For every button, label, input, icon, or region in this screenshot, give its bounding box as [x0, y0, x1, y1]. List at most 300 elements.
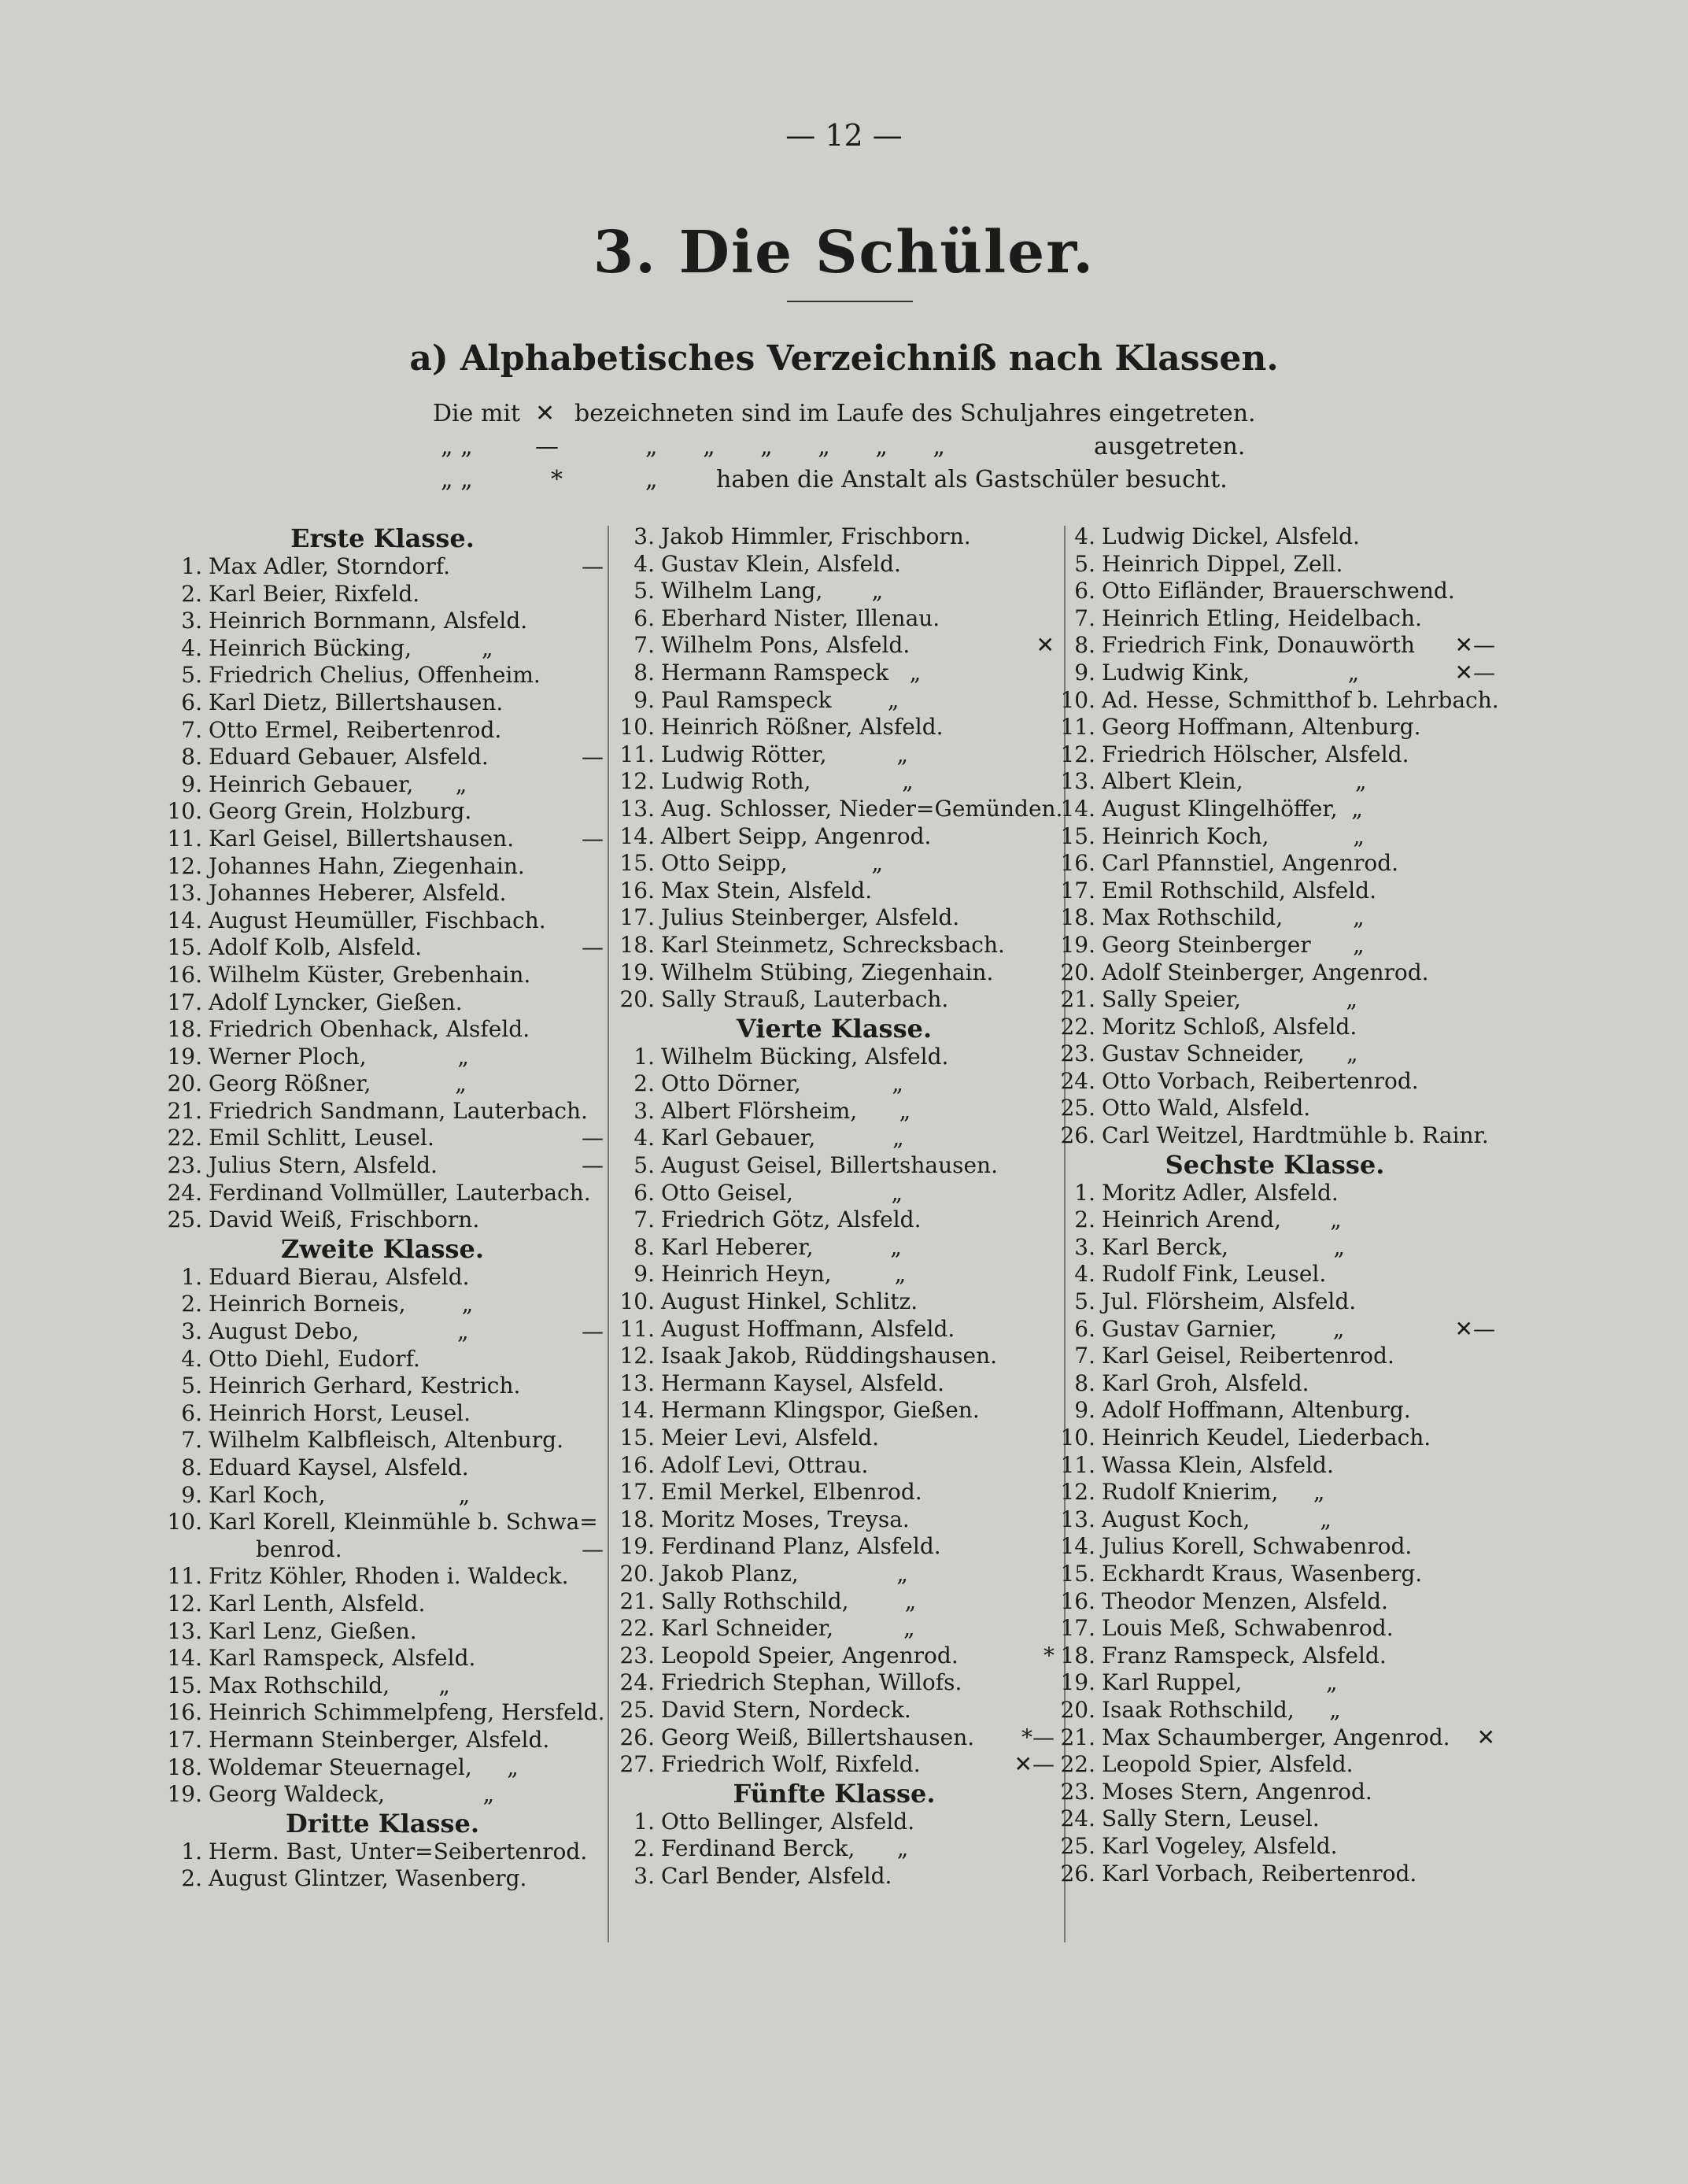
student-name: Jakob Himmler, Frischborn.	[661, 523, 971, 549]
student-name: Heinrich Rößner, Alsfeld.	[661, 714, 944, 741]
student-entry	[614, 1152, 1055, 1180]
student-entry	[161, 1180, 604, 1207]
student-entry	[161, 1318, 604, 1346]
student-entry	[1055, 1561, 1495, 1588]
student-name: Otto Ermel, Reibertenrod.	[209, 716, 502, 743]
entry-number: 19.	[619, 959, 655, 985]
status-mark: —	[582, 553, 604, 579]
student-entry	[161, 581, 604, 608]
entry-number: 10.	[1060, 1425, 1095, 1450]
entry-number: 15.	[167, 1672, 202, 1698]
entry-number: 19.	[167, 1043, 202, 1070]
entry-number: 11.	[167, 825, 202, 852]
student-entry	[1055, 904, 1495, 932]
student-entry	[1055, 1779, 1495, 1806]
student-entry	[161, 1152, 604, 1180]
legend-ditto: „ „	[441, 433, 473, 460]
student-name: Karl Vogeley, Alsfeld.	[1102, 1832, 1338, 1859]
student-name: Eduard Gebauer, Alsfeld.	[209, 744, 489, 770]
student-name: Ludwig Kink, „	[1102, 659, 1360, 686]
student-name: Adolf Hoffmann, Altenburg.	[1102, 1397, 1411, 1424]
entry-number: 2.	[633, 1835, 655, 1862]
student-entry	[1055, 660, 1495, 687]
entry-number: 5.	[181, 662, 202, 689]
student-name: Otto Diehl, Eudorf.	[209, 1345, 420, 1372]
student-name: Wassa Klein, Alsfeld.	[1102, 1451, 1334, 1478]
student-name: Karl Geisel, Reibertenrod.	[1102, 1343, 1394, 1369]
entry-number: 16.	[167, 1699, 202, 1726]
student-name: Otto Geisel, „	[661, 1179, 903, 1206]
entry-number: 20.	[1060, 1696, 1095, 1723]
entry-number: 7.	[1074, 604, 1095, 631]
student-name: Wilhelm Bücking, Alsfeld.	[661, 1043, 949, 1070]
student-name: Leopold Spier, Alsfeld.	[1102, 1751, 1354, 1778]
entry-number: 25.	[1060, 1095, 1095, 1122]
entry-number: 18.	[167, 1753, 202, 1780]
entry-number: 7.	[181, 1427, 202, 1454]
entry-number: 10.	[1060, 686, 1095, 713]
section-subtitle: a) Alphabetisches Verzeichniß nach Klassen.	[409, 338, 1279, 379]
entry-number: 19.	[1060, 931, 1095, 958]
student-name: Eduard Kaysel, Alsfeld.	[209, 1454, 469, 1480]
student-entry	[1055, 1452, 1495, 1480]
entry-number: 16.	[619, 1451, 655, 1478]
student-entry	[1055, 850, 1495, 878]
student-entry	[614, 1316, 1055, 1343]
entry-number: 24.	[619, 1669, 655, 1696]
cross-symbol: ✕	[535, 400, 556, 427]
entry-number: 5.	[1074, 550, 1095, 577]
student-name: Georg Hoffmann, Altenburg.	[1102, 714, 1421, 741]
student-entry	[614, 1234, 1055, 1262]
student-name: Karl Steinmetz, Schrecksbach.	[661, 931, 1005, 958]
entry-number: 15.	[1060, 1560, 1095, 1587]
student-entry	[614, 1697, 1055, 1724]
entry-number: 12.	[1060, 741, 1095, 767]
student-name: Georg Steinberger „	[1102, 931, 1365, 958]
student-name: Georg Rößner, „	[209, 1070, 467, 1097]
student-name: Eckhardt Kraus, Wasenberg.	[1102, 1560, 1423, 1587]
student-entry	[161, 798, 604, 826]
student-name: Sally Speier, „	[1102, 986, 1357, 1013]
entry-number: 13.	[167, 1617, 202, 1644]
entry-number: 6.	[181, 1399, 202, 1426]
entry-number: 27.	[619, 1751, 655, 1778]
entry-number: 2.	[633, 1070, 655, 1097]
entry-number: 8.	[1074, 632, 1095, 659]
student-name: Carl Pfannstiel, Angenrod.	[1102, 850, 1399, 877]
student-entry	[161, 1400, 604, 1428]
student-name: Emil Merkel, Elbenrod.	[661, 1479, 922, 1506]
student-entry	[1055, 686, 1499, 715]
student-name: Fritz Köhler, Rhoden i. Waldeck.	[209, 1563, 569, 1590]
student-entry	[161, 662, 604, 689]
student-entry	[614, 660, 1055, 687]
student-name: Otto Wald, Alsfeld.	[1102, 1095, 1311, 1122]
student-name: David Weiß, Frischborn.	[209, 1207, 480, 1233]
student-entry	[614, 1751, 1055, 1779]
entry-number: 5.	[633, 578, 655, 604]
entry-number: 8.	[633, 659, 655, 686]
entry-number: 21.	[1060, 986, 1095, 1013]
entry-number: 16.	[1060, 1587, 1095, 1614]
entry-number: 18.	[167, 1016, 202, 1043]
student-name: Johannes Hahn, Ziegenhain.	[209, 852, 525, 879]
student-name: Gustav Garnier, „	[1102, 1315, 1345, 1342]
student-name: Georg Waldeck, „	[209, 1781, 495, 1808]
student-entry	[614, 605, 1055, 633]
student-name: Moritz Schloß, Alsfeld.	[1102, 1013, 1357, 1040]
student-name: Theodor Menzen, Alsfeld.	[1102, 1587, 1388, 1614]
student-name: Karl Heberer, „	[661, 1233, 902, 1260]
entry-number: 11.	[619, 1315, 655, 1342]
entry-number: 4.	[1074, 523, 1095, 549]
student-column-3	[1055, 523, 1499, 1887]
student-entry	[161, 1645, 604, 1672]
student-entry	[1055, 1095, 1495, 1122]
student-name: Wilhelm Lang, „	[661, 578, 884, 604]
student-entry	[161, 962, 604, 989]
student-name: Hermann Steinberger, Alsfeld.	[209, 1726, 550, 1753]
entry-number: 11.	[619, 741, 655, 767]
legend-text-entered: bezeichneten sind im Laufe des Schuljahres eingetreten.	[574, 400, 1256, 427]
student-name: Emil Schlitt, Leusel.	[209, 1125, 434, 1151]
class-heading: Vierte Klasse.	[736, 1013, 933, 1044]
student-entry	[614, 1425, 1055, 1452]
student-name: Ferdinand Berck, „	[661, 1835, 909, 1862]
entry-number: 22.	[1060, 1751, 1095, 1778]
student-entry	[1055, 878, 1495, 905]
student-name: Carl Bender, Alsfeld.	[661, 1862, 892, 1889]
student-entry	[614, 878, 1055, 905]
student-entry	[161, 1727, 604, 1754]
student-name: Hermann Ramspeck „	[661, 659, 922, 686]
student-name: Adolf Lyncker, Gießen.	[209, 989, 463, 1015]
entry-number: 18.	[1060, 1642, 1095, 1668]
entry-number: 23.	[167, 1152, 202, 1179]
student-name: Heinrich Dippel, Zell.	[1102, 550, 1343, 577]
student-entry	[161, 1264, 604, 1292]
entry-number: 6.	[1074, 1315, 1095, 1342]
student-name: Heinrich Keudel, Liederbach.	[1102, 1425, 1431, 1450]
student-entry	[1055, 1833, 1495, 1861]
student-entry	[1055, 1479, 1495, 1506]
entry-number: 14.	[619, 1397, 655, 1424]
student-entry	[1055, 1724, 1495, 1752]
entry-number: 17.	[619, 1479, 655, 1506]
student-name: Emil Rothschild, Alsfeld.	[1102, 877, 1377, 904]
student-name: Louis Meß, Schwabenrod.	[1102, 1615, 1394, 1642]
status-mark: ✕—	[1454, 632, 1495, 659]
status-mark: —	[582, 1152, 604, 1179]
section-title: 3. Die Schüler.	[593, 219, 1095, 286]
entry-number: 10.	[619, 714, 655, 741]
entry-number: 7.	[633, 1207, 655, 1233]
legend-ditto-mark: „	[645, 466, 658, 493]
student-name: Georg Grein, Holzburg.	[209, 798, 472, 825]
entry-number: 4.	[181, 634, 202, 661]
student-entry	[1055, 632, 1495, 660]
student-entry	[614, 551, 1055, 578]
student-name: Georg Weiß, Billertshausen.	[661, 1724, 975, 1750]
entry-number: 22.	[167, 1125, 202, 1151]
student-name: Max Schaumberger, Angenrod.	[1102, 1724, 1450, 1750]
entry-number: 13.	[1060, 768, 1095, 795]
student-entry	[1055, 1506, 1495, 1534]
entry-number: 1.	[633, 1808, 655, 1835]
student-entry	[161, 1454, 604, 1482]
student-entry	[614, 1125, 1055, 1152]
student-entry	[1055, 823, 1495, 851]
entry-number: 1.	[181, 1263, 202, 1290]
student-name: Friedrich Wolf, Rixfeld.	[661, 1751, 921, 1778]
student-entry	[614, 1506, 1055, 1534]
entry-number: 3.	[633, 1862, 655, 1889]
student-name: Julius Stern, Alsfeld.	[209, 1152, 438, 1179]
student-entry	[161, 880, 604, 907]
entry-number: 12.	[1060, 1479, 1095, 1506]
entry-number: 20.	[619, 986, 655, 1013]
entry-number: 23.	[619, 1642, 655, 1668]
entry-number: 19.	[1060, 1669, 1095, 1696]
student-entry	[1055, 1751, 1495, 1779]
student-name: Heinrich Bornmann, Alsfeld.	[209, 608, 528, 634]
student-entry	[161, 717, 604, 745]
page-number: — 12 —	[785, 118, 903, 153]
student-name: Jakob Planz, „	[661, 1560, 908, 1587]
student-name: Max Rothschild, „	[209, 1672, 450, 1698]
entry-number: 20.	[167, 1070, 202, 1097]
student-name: Meier Levi, Alsfeld.	[661, 1425, 880, 1450]
entry-number: 3.	[181, 608, 202, 634]
student-name: Albert Klein, „	[1102, 768, 1367, 795]
student-entry	[614, 1533, 1055, 1561]
student-name: Heinrich Schimmelpfeng, Hersfeld.	[209, 1699, 605, 1726]
student-entry	[1055, 1697, 1495, 1724]
student-entry	[161, 1781, 604, 1809]
student-entry	[614, 1261, 1055, 1288]
student-name: Hermann Kaysel, Alsfeld.	[661, 1369, 944, 1396]
student-entry	[161, 934, 604, 962]
student-entry	[161, 1536, 604, 1564]
status-mark: —	[582, 825, 604, 852]
student-entry	[161, 826, 604, 853]
student-entry	[161, 1591, 604, 1618]
entry-number: 24.	[1060, 1067, 1095, 1094]
student-name: Heinrich Arend, „	[1102, 1207, 1342, 1233]
entry-number: 8.	[633, 1233, 655, 1260]
student-entry	[1055, 1122, 1495, 1150]
status-mark: ✕—	[1454, 1315, 1495, 1342]
student-name: Karl Ramspeck, Alsfeld.	[209, 1645, 476, 1672]
student-name: Otto Seipp, „	[661, 850, 883, 877]
student-name: Otto Eifländer, Brauerschwend.	[1102, 578, 1455, 604]
student-name: Karl Berck, „	[1102, 1233, 1345, 1260]
student-name: Paul Ramspeck „	[661, 686, 899, 713]
legend-row-entered	[409, 400, 1314, 433]
student-name: Wilhelm Kalbfleisch, Altenburg.	[209, 1427, 563, 1454]
student-entry	[614, 714, 1055, 741]
student-name: August Hoffmann, Alsfeld.	[661, 1315, 955, 1342]
student-name: benrod.	[256, 1535, 342, 1562]
entry-number: 4.	[181, 1345, 202, 1372]
student-name: Heinrich Etling, Heidelbach.	[1102, 604, 1422, 631]
entry-number: 25.	[1060, 1832, 1095, 1859]
legend-text-guest: haben die Anstalt als Gastschüler besucht.	[716, 466, 1228, 493]
entry-number: 7.	[633, 632, 655, 659]
student-entry	[1055, 1040, 1495, 1068]
student-entry	[161, 1838, 604, 1866]
entry-number: 13.	[1060, 1506, 1095, 1532]
entry-number: 9.	[633, 686, 655, 713]
entry-number: 17.	[619, 904, 655, 931]
student-name: Rudolf Fink, Leusel.	[1102, 1261, 1327, 1288]
student-name: Aug. Schlosser, Nieder=Gemünden.	[661, 795, 1063, 822]
entry-number: 21.	[167, 1097, 202, 1124]
student-entry	[1055, 1588, 1495, 1616]
student-entry	[614, 1288, 1055, 1316]
student-entry	[1055, 1234, 1495, 1262]
student-entry	[161, 635, 604, 663]
student-name: Carl Weitzel, Hardtmühle b. Rainr.	[1102, 1122, 1489, 1149]
student-entry	[161, 1044, 604, 1071]
student-entry	[1055, 1261, 1495, 1288]
student-name: Friedrich Chelius, Offenheim.	[209, 662, 541, 689]
student-entry	[161, 1016, 604, 1044]
entry-number: 23.	[1060, 1778, 1095, 1805]
class-heading: Erste Klasse.	[290, 523, 475, 553]
student-entry	[161, 1754, 604, 1782]
entry-number: 2.	[1074, 1207, 1095, 1233]
student-entry	[161, 1509, 604, 1536]
student-name: Sally Strauß, Lauterbach.	[661, 986, 949, 1013]
student-entry	[614, 1835, 1055, 1863]
legend-text-left: ausgetreten.	[1094, 433, 1246, 460]
entry-number: 7.	[1074, 1343, 1095, 1369]
student-name: Albert Seipp, Angenrod.	[661, 822, 932, 849]
student-entry	[1055, 959, 1495, 987]
entry-number: 18.	[1060, 904, 1095, 931]
student-name: Otto Bellinger, Alsfeld.	[661, 1808, 915, 1835]
entry-number: 16.	[619, 877, 655, 904]
entry-number: 12.	[167, 852, 202, 879]
student-entry	[1055, 796, 1495, 823]
entry-number: 2.	[181, 1865, 202, 1892]
legend-row-left	[409, 433, 1314, 466]
entry-number: 24.	[167, 1179, 202, 1206]
student-name: Moritz Moses, Treysa.	[661, 1506, 910, 1532]
student-name: Karl Dietz, Billertshausen.	[209, 689, 504, 715]
entry-number: 6.	[181, 689, 202, 715]
entry-number: 10.	[167, 1509, 202, 1535]
entry-number: 1.	[633, 1043, 655, 1070]
student-entry	[1055, 1316, 1495, 1343]
entry-number: 8.	[181, 1454, 202, 1480]
status-mark: —	[582, 1318, 604, 1345]
entry-number: 2.	[181, 580, 202, 607]
student-name: Ferdinand Planz, Alsfeld.	[661, 1533, 941, 1560]
student-name: Leopold Speier, Angenrod.	[661, 1642, 959, 1668]
entry-number: 6.	[633, 1179, 655, 1206]
student-entry	[1055, 1643, 1495, 1670]
student-entry	[614, 986, 1055, 1014]
student-entry	[1055, 1533, 1495, 1561]
legend-prefix: Die mit	[433, 400, 521, 427]
column-divider	[608, 526, 609, 1942]
entry-number: 18.	[619, 1506, 655, 1532]
student-name: Heinrich Koch, „	[1102, 822, 1365, 849]
student-entry	[1055, 1370, 1495, 1398]
entry-number: 3.	[1074, 1233, 1095, 1260]
student-name: Friedrich Stephan, Willofs.	[661, 1669, 962, 1696]
entry-number: 10.	[167, 798, 202, 825]
student-entry	[614, 823, 1055, 851]
student-name: Karl Lenth, Alsfeld.	[209, 1590, 426, 1617]
student-entry	[161, 1482, 604, 1510]
entry-number: 7.	[181, 716, 202, 743]
student-entry	[161, 771, 604, 799]
entry-number: 3.	[181, 1318, 202, 1345]
entry-number: 14.	[619, 822, 655, 849]
student-entry	[1055, 1014, 1495, 1041]
student-entry	[614, 1615, 1055, 1643]
student-column-2	[614, 523, 1063, 1890]
asterisk-symbol: *	[551, 466, 563, 493]
student-entry	[614, 1397, 1055, 1425]
entry-number: 15.	[619, 850, 655, 877]
student-name: Julius Steinberger, Alsfeld.	[661, 904, 960, 931]
student-entry	[1055, 714, 1495, 741]
entry-number: 25.	[619, 1696, 655, 1723]
status-mark: —	[582, 934, 604, 961]
title-divider	[787, 301, 913, 302]
entry-number: 17.	[167, 1726, 202, 1753]
entry-number: 12.	[167, 1590, 202, 1617]
student-entry	[614, 850, 1055, 878]
student-name: Adolf Levi, Ottrau.	[661, 1451, 869, 1478]
student-entry	[1055, 1669, 1495, 1697]
student-name: Karl Gebauer, „	[661, 1125, 904, 1151]
entry-number: 20.	[619, 1560, 655, 1587]
entry-number: 8.	[1074, 1369, 1095, 1396]
entry-number: 1.	[181, 1838, 202, 1864]
student-entry	[161, 1207, 604, 1234]
student-name: Hermann Klingspor, Gießen.	[661, 1397, 980, 1424]
student-name: Ad. Hesse, Schmitthof b. Lehrbach.	[1102, 686, 1499, 713]
student-name: Herm. Bast, Unter=Seibertenrod.	[209, 1838, 588, 1864]
student-name: August Klingelhöffer, „	[1102, 795, 1363, 822]
entry-number: 1.	[1074, 1179, 1095, 1206]
student-name: Friedrich Fink, Donauwörth	[1102, 632, 1415, 659]
student-entry	[161, 1865, 604, 1893]
student-entry	[614, 1207, 1055, 1234]
student-entry	[614, 1809, 1055, 1836]
entry-number: 25.	[167, 1207, 202, 1233]
student-entry	[1055, 768, 1495, 796]
student-name: August Debo, „	[209, 1318, 469, 1345]
status-mark: —	[582, 1125, 604, 1151]
student-entry	[1055, 1861, 1495, 1888]
entry-number: 12.	[619, 1343, 655, 1369]
student-entry	[161, 1427, 604, 1454]
status-mark: *	[1043, 1642, 1055, 1668]
entry-number: 4.	[1074, 1261, 1095, 1288]
student-name: Max Rothschild, „	[1102, 904, 1365, 931]
entry-number: 26.	[1060, 1122, 1095, 1149]
student-entry	[614, 904, 1055, 932]
student-name: Julius Korell, Schwabenrod.	[1102, 1533, 1413, 1560]
entry-number: 14.	[1060, 1533, 1095, 1560]
